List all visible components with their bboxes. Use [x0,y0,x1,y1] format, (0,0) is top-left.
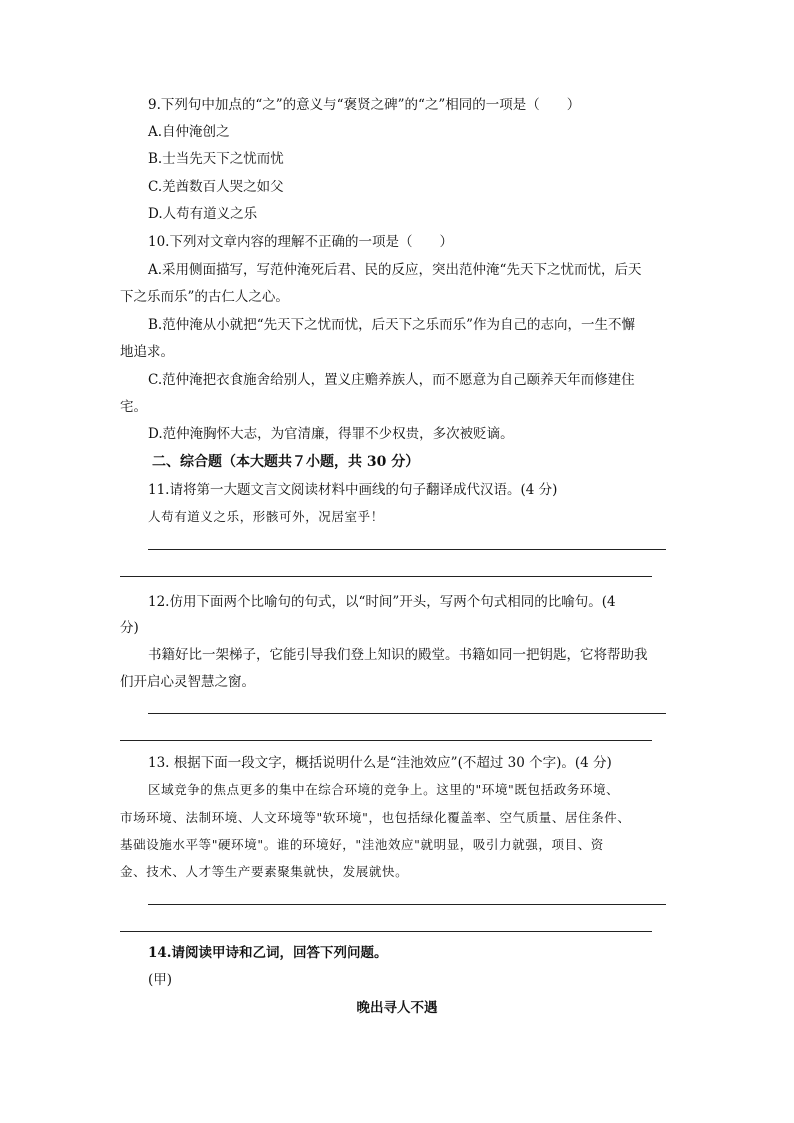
q13-text-line1: 区域竞争的焦点更多的集中在综合环境的竞争上。这里的"环境"既包括政务环境、 [148,782,620,797]
q14-part-label: (甲) [148,972,173,988]
q9-option-d: D.人苟有道义之乐 [148,206,258,222]
q13-text-line4: 金、技术、人才等生产要素聚集就快，发展就快。 [120,864,409,879]
q10-option-c-line1: C.范仲淹把衣食施舍给别人，置义庄赡养族人，而不愿意为自己颐养天年而修建住 [148,372,635,388]
q10-option-d: D.范仲淹胸怀大志，为官清廉，得罪不少权贵，多次被贬谪。 [148,426,514,442]
q10-stem: 10.下列对文章内容的理解不正确的一项是（ ） [148,234,453,250]
q14-stem: 14.请阅读甲诗和乙词，回答下列问题。 [148,945,388,961]
q11-stem: 11.请将第一大题文言文阅读材料中画线的句子翻译成代汉语。(4 分) [148,482,558,498]
q10-option-b-line1: B.范仲淹从小就把“先天下之忧而忧，后天下之乐而乐”作为自己的志向，一生不懈 [148,317,636,333]
q9-option-a: A.自仲淹创之 [148,124,230,140]
q9-option-c: C.羌酋数百人哭之如父 [148,179,284,195]
q10-option-c-line2: 宅。 [120,399,147,415]
q13-stem: 13. 根据下面一段文字，概括说明什么是“洼池效应”(不超过 30 个字)。(4 分) [148,755,612,771]
q12-stem-line2: 分) [120,620,139,636]
q11-quote: 人苟有道义之乐，形骸可外，况居室乎！ [148,509,384,524]
q12-answer-line-2 [120,740,652,741]
q12-stem-line1: 12.仿用下面两个比喻句的句式，以“时间”开头，写两个句式相同的比喻句。(4 [148,594,616,610]
poem-title: 晚出寻人不遇 [356,1000,438,1016]
q10-option-a-line2: 下之乐而乐”的古仁人之心。 [120,289,289,305]
q13-text-line3: 基础设施水平等"硬环境"。谁的环境好，"洼池效应"就明显，吸引力就强，项目、资 [120,837,604,852]
q11-answer-line-1 [148,549,666,550]
q10-option-a-line1: A.采用侧面描写，写范仲淹死后君、民的反应，突出范仲淹“先天下之忧而忧，后天 [148,262,642,278]
q9-stem: 9.下列句中加点的“之”的意义与“褒贤之碑”的“之”相同的一项是（ ） [148,97,581,113]
section-heading: 二、综合题（本大题共７小题，共 30 分） [152,454,420,470]
q10-option-b-line2: 地追求。 [120,344,174,360]
q12-answer-line-1 [148,713,666,714]
q13-answer-line-1 [148,904,666,905]
q12-text-line1: 书籍好比一架梯子，它能引导我们登上知识的殿堂。书籍如同一把钥匙，它将帮助我 [148,647,648,663]
q13-answer-line-2 [120,931,652,932]
q12-text-line2: 们开启心灵智慧之窗。 [120,674,255,690]
q11-answer-line-2 [120,576,652,577]
q9-option-b: B.士当先天下之忧而忧 [148,151,284,167]
q13-text-line2: 市场环境、法制环境、人文环境等"软环境"，也包括绿化覆盖率、空气质量、居住条件、 [120,810,631,825]
